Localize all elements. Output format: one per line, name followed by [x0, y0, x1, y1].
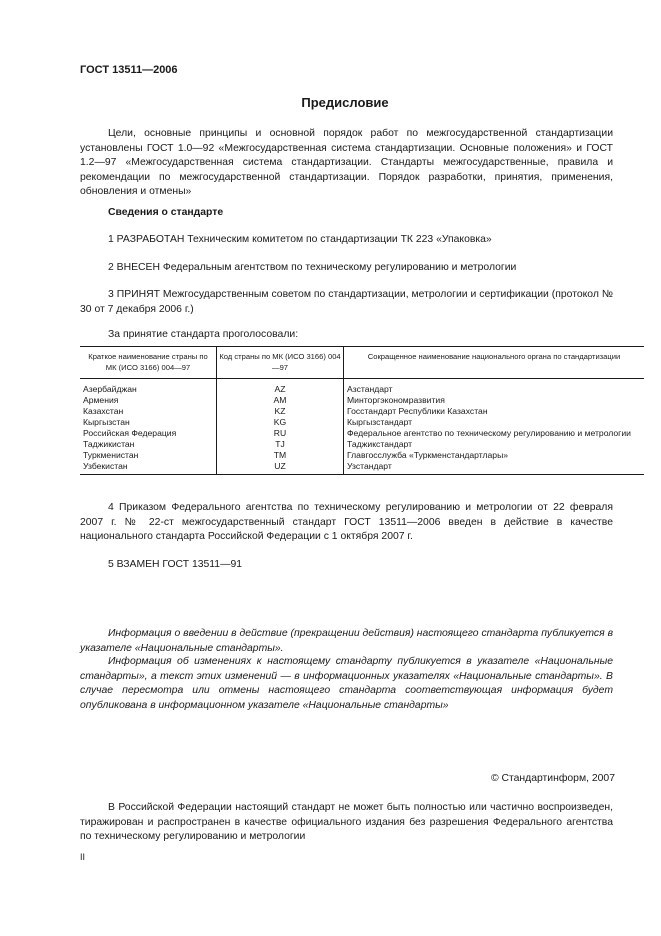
reproduction-notice: В Российской Федерации настоящий стандарт не может быть полностью или частично воспроизведен, тиражирован и распространен в качестве официального издания без разрешения Федерального агентства по техническому регулированию и метрологии	[80, 802, 613, 843]
country-code: TM	[217, 450, 344, 461]
item-5-replaces: 5 ВЗАМЕН ГОСТ 13511—91	[108, 559, 243, 570]
authority-name: Минторгэкономразвития	[344, 395, 645, 406]
document-code-header: ГОСТ 13511—2006	[80, 64, 178, 76]
table-row	[80, 417, 644, 428]
country-name: Таджикистан	[83, 439, 135, 449]
table-row	[80, 461, 644, 475]
country-code: AZ	[217, 379, 344, 396]
country-code: TJ	[217, 439, 344, 450]
page-number: II	[80, 852, 86, 862]
country-name: Туркменистан	[83, 450, 139, 460]
country-name: Азербайджан	[83, 384, 137, 394]
table-row	[80, 379, 644, 396]
item-1-developed: 1 РАЗРАБОТАН Техническим комитетом по стандартизации ТК 223 «Упаковка»	[108, 234, 492, 245]
country-name: Российская Федерация	[83, 428, 177, 438]
country-code: KZ	[217, 406, 344, 417]
page-title: Предисловие	[301, 95, 389, 110]
notice-paragraph-2: Информация об изменениях к настоящему стандарту публикуется в указателе «Национальные стандарты», а текст этих изменений — в информационных указателях «Национальные стандарты». В случае пересмотра или отмены настоящего стандарта соответствующая информация будет опубликована в информационном указателе «Национальные стандарты»	[80, 656, 613, 711]
authority-name: Узстандарт	[344, 461, 645, 475]
copyright-line: © Стандартинформ, 2007	[490, 773, 615, 784]
standard-info-subheading: Сведения о стандарте	[108, 207, 224, 218]
authority-name: Госстандарт Республики Казахстан	[344, 406, 645, 417]
country-code: AM	[217, 395, 344, 406]
country-name: Кыргызстан	[83, 417, 130, 427]
column-header-authority: Сокращенное наименование национального органа по стандартизации	[344, 347, 645, 379]
column-header-country: Краткое наименование страны по МК (ИСО 3166) 004—97	[80, 347, 217, 379]
authority-name: Кыргызстандарт	[344, 417, 645, 428]
authority-name: Азстандарт	[344, 379, 645, 396]
table-row	[80, 395, 644, 406]
voting-countries-table	[80, 346, 644, 475]
vote-label: За принятие стандарта проголосовали:	[108, 329, 299, 340]
table-row	[80, 439, 644, 450]
table-row	[80, 406, 644, 417]
country-code: RU	[217, 428, 344, 439]
authority-name: Таджикстандарт	[344, 439, 645, 450]
country-code: KG	[217, 417, 344, 428]
authority-name: Федеральное агентство по техническому регулированию и метрологии	[344, 428, 645, 439]
authority-name: Главгосслужба «Туркменстандартлары»	[344, 450, 645, 461]
country-code: UZ	[217, 461, 344, 475]
table-header-row	[80, 347, 644, 379]
column-header-code: Код страны по МК (ИСО 3166) 004—97	[217, 347, 344, 379]
table-row	[80, 450, 644, 461]
item-4-order: 4 Приказом Федерального агентства по техническому регулированию и метрологии от 22 февраля 2007 г. № 22-ст межгосударственный стандарт ГОСТ 13511—2006 введен в действие в качестве национального стандарта Российской Федерации с 1 октября 2007 г.	[80, 502, 613, 543]
item-3-adopted: 3 ПРИНЯТ Межгосударственным советом по стандартизации, метрологии и сертификации (протокол № 30 от 7 декабря 2006 г.)	[80, 289, 613, 315]
table-row	[80, 428, 644, 439]
intro-paragraph: Цели, основные принципы и основной порядок работ по межгосударственной стандартизации установлены ГОСТ 1.0—92 «Межгосударственная система стандартизации. Основные положения» и ГОСТ 1.2—97 «Межгосударственная система стандартизации. Стандарты межгосударственные, правила и рекомендации по межгосударственной стандартизации. Порядок разработки, принятия, применения, обновления и отмены»	[80, 128, 613, 198]
item-2-introduced: 2 ВНЕСЕН Федеральным агентством по техническому регулированию и метрологии	[108, 262, 517, 273]
notice-paragraph-1: Информация о введении в действие (прекращении действия) настоящего стандарта публикуется в указателе «Национальные стандарты».	[80, 628, 613, 654]
country-name: Казахстан	[83, 406, 124, 416]
country-name: Узбекистан	[80, 461, 217, 475]
country-name: Армения	[83, 395, 119, 405]
